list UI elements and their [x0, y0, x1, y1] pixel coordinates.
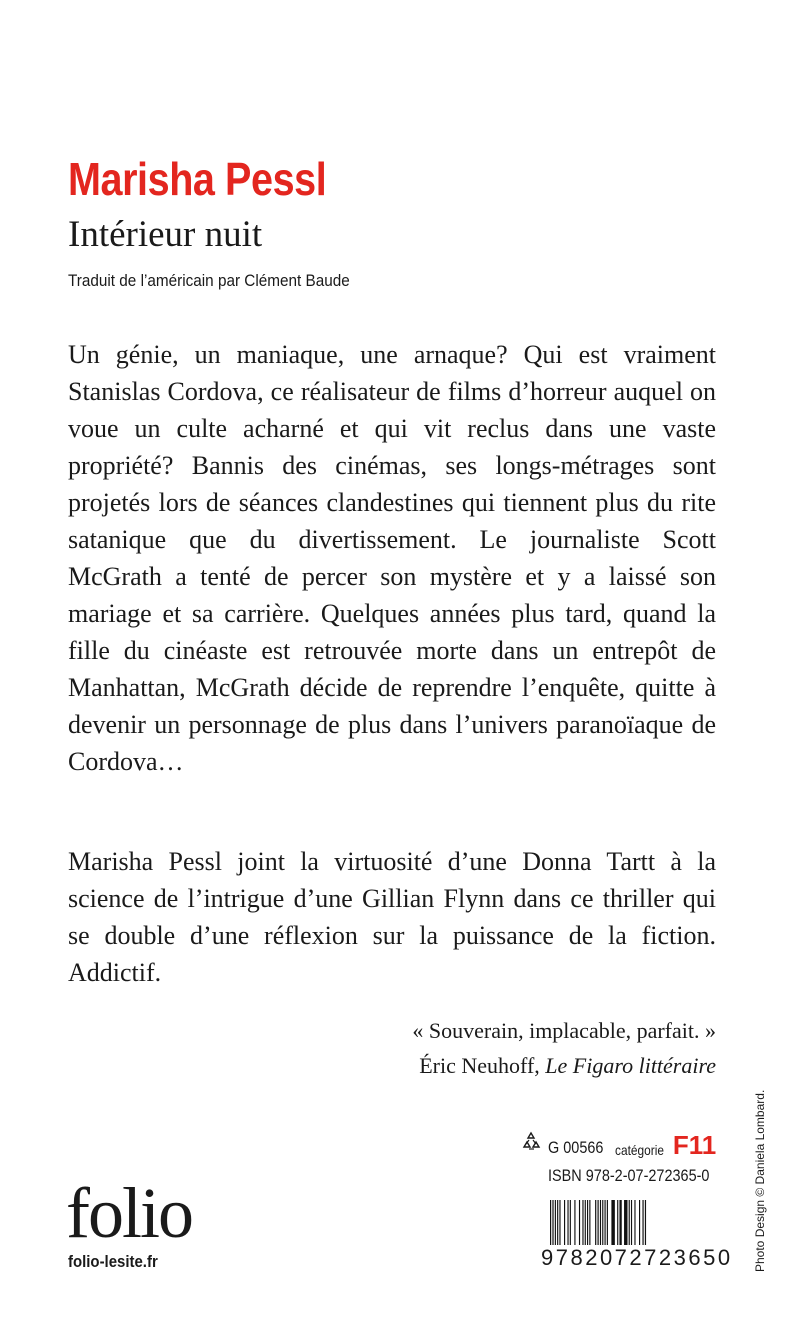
barcode-bar [582, 1200, 583, 1248]
barcode-bar [631, 1200, 632, 1248]
photo-credit: Photo Design © Daniela Lombard. [753, 1089, 767, 1272]
book-title: Intérieur nuit [68, 214, 263, 255]
price-category: F11 [672, 1130, 717, 1160]
review-critic: Éric Neuhoff, [419, 1053, 546, 1078]
barcode-bar [600, 1200, 601, 1248]
folio-logo: folio [66, 1173, 192, 1253]
category-label: catégorie [615, 1142, 665, 1158]
barcode-bar [605, 1200, 606, 1248]
barcode-bar [567, 1200, 568, 1248]
barcode-bar [619, 1200, 621, 1248]
translator-credit: Traduit de l’américain par Clément Baude [68, 271, 350, 290]
review-publication: Le Figaro littéraire [545, 1053, 716, 1078]
catalog-code-line [520, 1131, 716, 1158]
publisher-website: folio-lesite.fr [68, 1252, 158, 1271]
barcode-bar [617, 1200, 618, 1248]
review-quote-block [412, 1013, 716, 1083]
barcode-bar [585, 1200, 586, 1248]
barcode-bar [555, 1200, 556, 1248]
barcode-digits [540, 1245, 733, 1270]
review-quote: « Souverain, implacable, parfait. » [412, 1018, 716, 1043]
barcode-bar [589, 1200, 590, 1248]
barcode-bar [607, 1200, 608, 1248]
photo-credit-wrap [752, 1080, 768, 1272]
isbn: ISBN 978-2-07-272365-0 [548, 1166, 710, 1185]
blurb-paragraph-2: Marisha Pessl joint la virtuosité d’une Donna Tartt à la science de l’intrigue d’une Gillian Flynn dans ce thriller qui se double d’une réflexion sur la puissance de la fiction. Addictif. [68, 847, 716, 987]
barcode-bar [587, 1200, 588, 1248]
barcode-bar [557, 1200, 558, 1248]
barcode-bar [559, 1200, 560, 1248]
catalog-code: G 00566 [548, 1138, 604, 1157]
recycle-icon [520, 1131, 542, 1158]
barcode-bar [579, 1200, 580, 1248]
barcode-bar [611, 1200, 614, 1248]
barcode-bar [570, 1200, 571, 1248]
barcode-bar [634, 1200, 635, 1248]
barcode-bar [564, 1200, 565, 1248]
barcode-number: 9782072723650 [541, 1245, 733, 1270]
barcode-bar [629, 1200, 630, 1248]
barcode-bar [639, 1200, 640, 1248]
blurb-paragraph-1: Un génie, un maniaque, une arnaque? Qui est vraiment Stanislas Cordova, ce réalisateur de films d’horreur auquel on voue un culte acharné et qui vit reclus dans une vaste propriété? Bannis des cinémas, ses longs-métrages sont projetés lors de séances clandestines qui tiennent plus du rite satanique que du divertissement. Le journaliste Scott McGrath a tenté de percer son mystère et y a laissé son mariage et sa carrière. Quelques années plus tard, quand la fille du cinéaste est retrouvée morte dans un entrepôt de Manhattan, McGrath décide de reprendre l’enquête, quitte à devenir un personnage de plus dans l’univers paranoïaque de Cordova… [68, 340, 716, 776]
barcode-bar [574, 1200, 575, 1248]
barcode-bar [624, 1200, 627, 1248]
barcode-bar [602, 1200, 603, 1248]
author-name: Marisha Pessl [68, 153, 327, 205]
review-attribution [412, 1048, 716, 1083]
